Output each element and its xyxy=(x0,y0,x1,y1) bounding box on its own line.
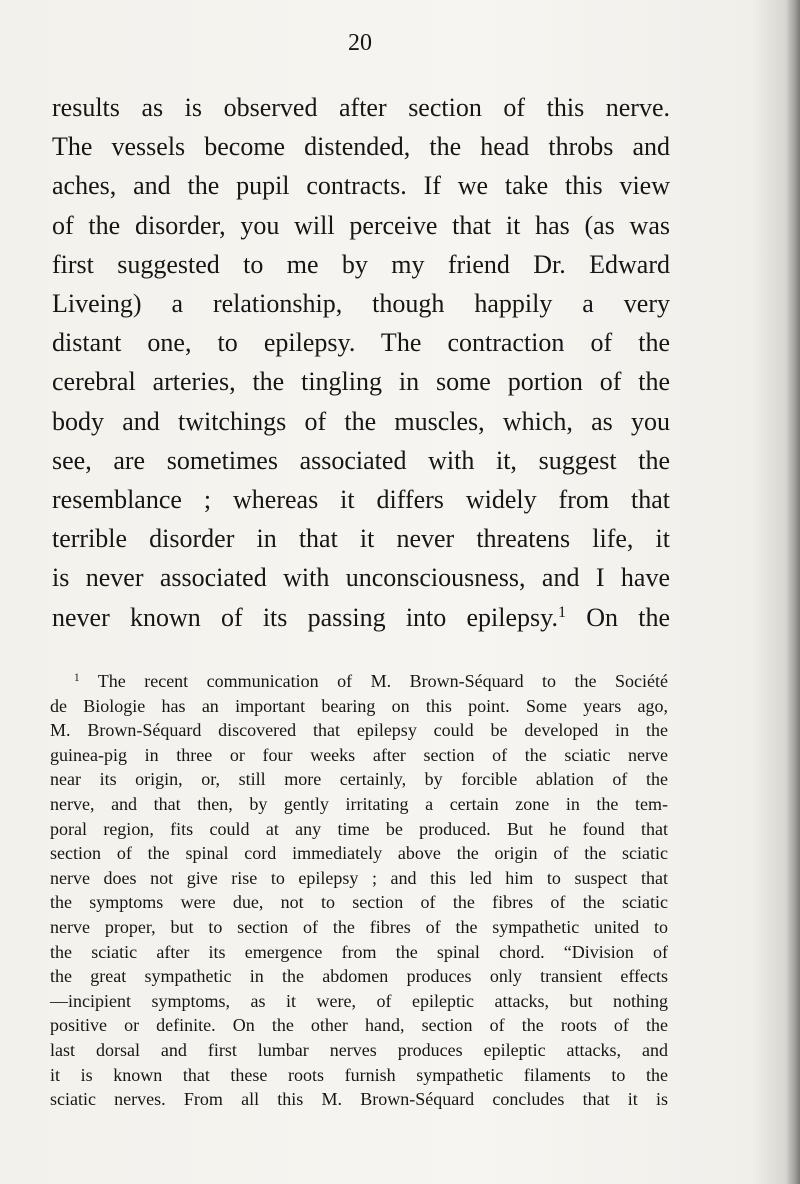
body-line: see, are sometimes associated with it, suggest the xyxy=(52,445,670,475)
body-text xyxy=(52,88,670,637)
footnote-line xyxy=(50,669,668,694)
footnote-line: —incipient symptoms, as it were, of epileptic attacks, but nothing xyxy=(50,990,668,1011)
footnote-reference: 1 xyxy=(557,603,567,621)
footnote-line: guinea-pig in three or four weeks after section of the sciatic nerve xyxy=(50,744,668,765)
body-line: terrible disorder in that it never threatens life, it xyxy=(52,524,670,554)
body-line: resemblance ; whereas it differs widely from that xyxy=(52,485,670,515)
body-line-tail: On the xyxy=(586,602,670,632)
footnote-line: the great sympathetic in the abdomen produces only transient effects xyxy=(50,966,668,987)
body-line: is never associated with unconsciousness, and I have xyxy=(52,563,670,593)
footnote-line: last dorsal and first lumbar nerves produces epileptic attacks, and xyxy=(50,1039,668,1060)
page-number: 20 xyxy=(348,30,372,56)
footnote-line: the sciatic after its emergence from the spinal chord. “Division of xyxy=(50,941,668,962)
footnote-line: poral region, fits could at any time be produced. But he found that xyxy=(50,818,668,839)
body-line: The vessels become distended, the head throbs and xyxy=(52,132,670,162)
footnote-line: the symptoms were due, not to section of the fibres of the sciatic xyxy=(50,892,668,913)
body-line: Liveing) a relationship, though happily a very xyxy=(52,289,670,319)
footnote xyxy=(50,669,668,1112)
footnote-line: nerve does not give rise to epilepsy ; and this led him to suspect that xyxy=(50,867,668,888)
body-line: body and twitchings of the muscles, which, as you xyxy=(52,406,670,436)
footnote-line-text: The recent communication of M. Brown-Séquard to the Société xyxy=(97,671,668,691)
footnote-line: nerve proper, but to section of the fibres of the sympathetic united to xyxy=(50,916,668,937)
footnote-line: it is known that these roots furnish sympathetic filaments to the xyxy=(50,1064,668,1085)
footnote-line: sciatic nerves. From all this M. Brown-Séquard concludes that it is xyxy=(50,1089,668,1110)
footnote-marker: 1 xyxy=(74,671,80,684)
footnote-line: de Biologie has an important bearing on this point. Some years ago, xyxy=(50,695,668,716)
body-line: results as is observed after section of this nerve. xyxy=(52,93,670,122)
page-edge-shadow xyxy=(786,0,800,1184)
body-line: of the disorder, you will perceive that it has (as was xyxy=(52,210,670,240)
body-line-text: never known of its passing into epilepsy. xyxy=(52,602,558,632)
body-line: distant one, to epilepsy. The contraction of the xyxy=(52,328,670,358)
body-line: first suggested to me by my friend Dr. Edward xyxy=(52,249,670,279)
footnote-line: near its origin, or, still more certainly, by forcible ablation of the xyxy=(50,769,668,790)
body-line: aches, and the pupil contracts. If we take this view xyxy=(52,171,670,201)
footnote-line: nerve, and that then, by gently irritating a certain zone in the tem- xyxy=(50,793,668,814)
footnote-line: M. Brown-Séquard discovered that epilepsy could be developed in the xyxy=(50,720,668,741)
footnote-line: section of the spinal cord immediately above the origin of the sciatic xyxy=(50,843,668,864)
footnote-line: positive or definite. On the other hand, section of the roots of the xyxy=(50,1015,668,1036)
body-line: cerebral arteries, the tingling in some portion of the xyxy=(52,367,670,397)
body-line-last xyxy=(52,598,670,637)
